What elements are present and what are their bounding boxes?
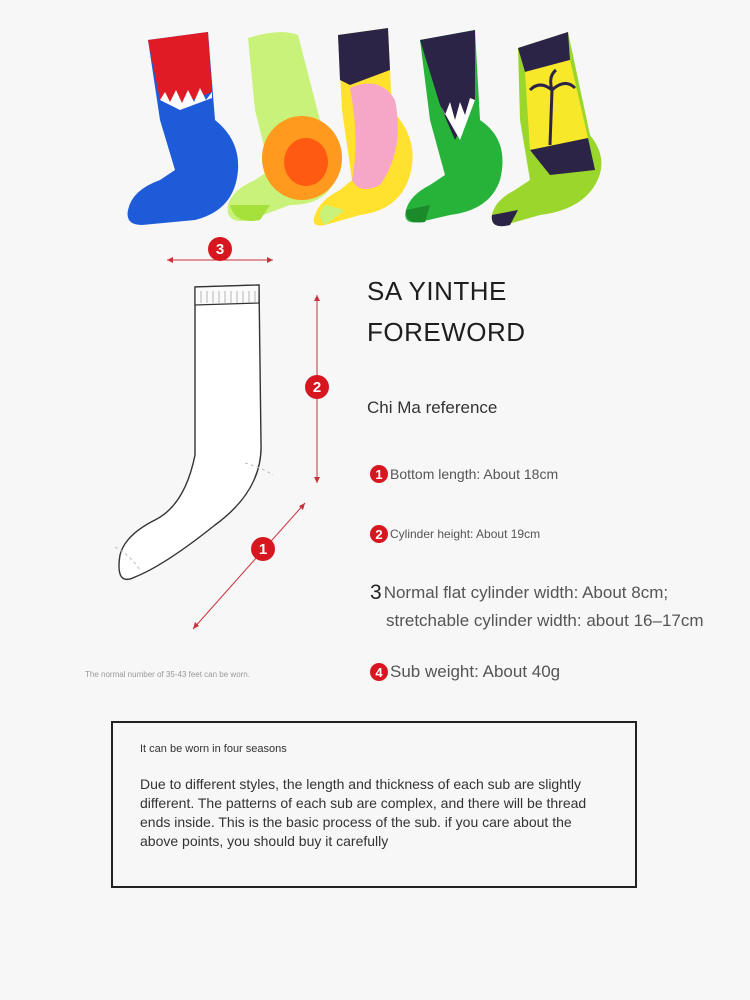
spec-item-1 — [370, 465, 558, 483]
sock-outline — [115, 285, 273, 579]
shark-sock — [128, 32, 239, 225]
marker-1 — [251, 537, 275, 561]
spec-4-badge: 4 — [370, 663, 388, 681]
notice-box — [111, 721, 637, 888]
spec-item-2 — [370, 525, 540, 543]
title-line-1: SA YINTHE — [367, 276, 507, 306]
spec-item-4 — [370, 662, 560, 682]
spec-1-text: Bottom length: About 18cm — [390, 466, 559, 482]
spec-3-text: Normal flat cylinder width: About 8cm; — [383, 583, 669, 602]
notice-heading: It can be worn in four seasons — [140, 743, 287, 755]
spec-2-badge: 2 — [370, 525, 388, 543]
marker-1-label: 1 — [258, 541, 268, 558]
spec-2-text: Cylinder height: About 19cm — [390, 527, 541, 541]
orange-fade-sock — [228, 32, 342, 221]
spec-item-3 — [370, 581, 668, 605]
title-line-2: FOREWORD — [367, 317, 526, 347]
marker-2-label: 2 — [312, 379, 322, 396]
sock-size-diagram — [95, 235, 355, 655]
size-footnote: The normal number of 35-43 feet can be worn. — [85, 670, 250, 679]
spec-4-text: Sub weight: About 40g — [390, 662, 561, 681]
marker-3-label: 3 — [215, 241, 225, 258]
subtitle: Chi Ma reference — [367, 398, 498, 417]
marker-3 — [208, 237, 232, 261]
marker-2 — [305, 375, 329, 399]
spec-3-number: 3 — [370, 581, 382, 604]
spec-3-text-line-2: stretchable cylinder width: about 16–17cm — [386, 611, 704, 630]
spec-1-badge: 1 — [370, 465, 388, 483]
notice-body: Due to different styles, the length and thickness of each sub are slightly different. The patterns of each sub are complex, and there will be thread ends inside. This is the basic process of the sub. if you care about the above points, you should buy it carefully — [140, 776, 587, 849]
socks-product-photo — [120, 10, 640, 240]
palm-tree-sock — [492, 32, 602, 226]
crocodile-sock — [405, 30, 502, 223]
